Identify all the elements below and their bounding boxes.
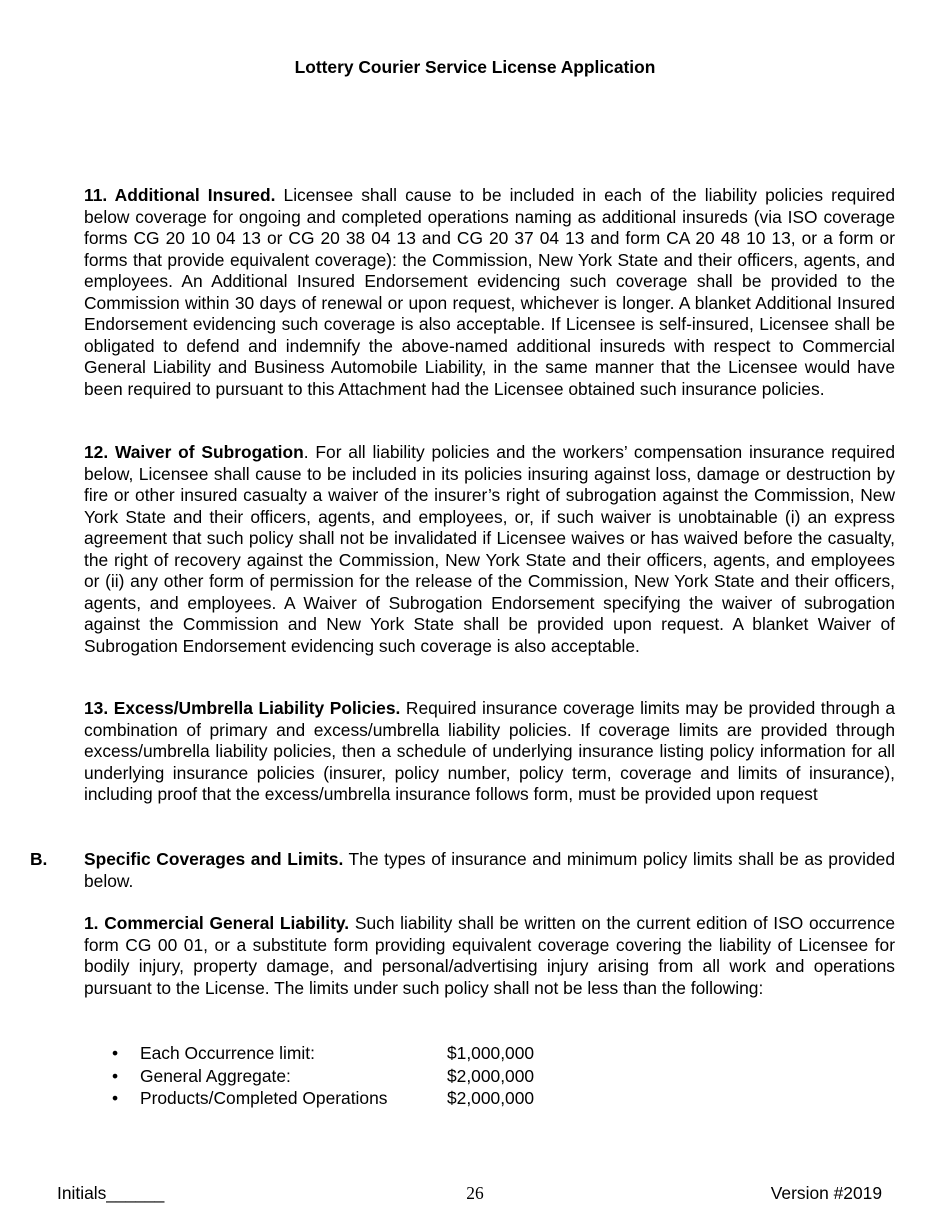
section-1-commercial-general-liability (84, 913, 895, 999)
section-letter: B. (30, 849, 48, 869)
section-heading: Specific Coverages and Limits. (84, 849, 344, 869)
limit-value: $2,000,000 (447, 1088, 535, 1109)
section-heading: 13. Excess/Umbrella Liability Policies. (84, 698, 401, 718)
limit-value: $2,000,000 (447, 1065, 535, 1086)
section-body: Such liability shall be written on the current edition of ISO occurrence form CG 00 01, or a substitute form providing equivalent coverage covering the liability of Licensee for bodily injury, property damage, and personal/advertising injury arising from all work and operations pursuant to the License. The limits under such policy shall not be less than the following: (84, 913, 895, 998)
section-13-excess-umbrella (84, 698, 895, 806)
section-body: Licensee shall cause to be included in each of the liability policies required below coverage for ongoing and completed operations naming as additional insureds (via ISO coverage forms CG 20 10 04 13 or CG 20 38 04 13 and CG 20 37 04 13 and form CA 20 48 10 13, or a form or forms that provide equivalent coverage): the Commission, New York State and their officers, agents, and employees. An Additional Insured Endorsement evidencing such coverage shall be provided to the Commission within 30 days of renewal or upon request, whichever is longer. A blanket Additional Insured Endorsement evidencing such coverage is also acceptable. If Licensee is self-insured, Licensee shall be obligated to defend and indemnify the above-named additional insureds with respect to Commercial General Liability and Business Automobile Liability, in the same manner that the Licensee would have been required to pursuant to this Attachment had the Licensee obtained such insurance policies. (84, 185, 895, 399)
limit-value: $1,000,000 (447, 1043, 535, 1063)
section-body: . For all liability policies and the workers’ compensation insurance required below, Licensee shall cause to be included in its policies insuring against loss, damage or destruction by fire or other insured casualty a waiver of the insurer’s right of subrogation against the Commission, New York State and their officers, agents, and employees, or, if such waiver is unobtainable (i) an express agreement that such policy shall not be invalidated if Licensee waives or has waived before the casualty, the right of recovery against the Commission, New York State and their officers, agents, and employees or (ii) any other form of permission for the release of the Commission, New York State and their officers, agents, and employees. A Waiver of Subrogation Endorsement specifying the waiver of subrogation against the Commission and New York State shall be provided upon request. A blanket Waiver of Subrogation Endorsement evidencing such coverage is also acceptable. (84, 442, 895, 656)
page-title: Lottery Courier Service License Application (294, 57, 656, 77)
footer-initials: Initials______ (57, 1183, 165, 1203)
section-heading: 1. Commercial General Liability. (84, 913, 350, 933)
section-11-additional-insured (84, 185, 895, 400)
bullet-icon: • (112, 1065, 119, 1086)
limit-label: Each Occurrence limit: (140, 1043, 315, 1063)
limit-label: General Aggregate: (140, 1065, 291, 1086)
section-heading: 11. Additional Insured. (84, 185, 276, 205)
bullet-icon: • (112, 1088, 119, 1109)
footer-page-number: 26 (466, 1183, 484, 1203)
footer-version: Version #2019 (770, 1183, 882, 1203)
section-12-waiver-of-subrogation (84, 442, 895, 657)
section-body: Required insurance coverage limits may be provided through a combination of primary and excess/umbrella liability policies. If coverage limits are provided through excess/umbrella liability policies, then a schedule of underlying insurance listing policy information for all underlying insurance policies (insurer, policy number, policy term, coverage and limits of insurance), including proof that the excess/umbrella insurance follows form, must be provided upon request (84, 698, 896, 804)
limit-label: Products/Completed Operations (140, 1088, 388, 1109)
section-body: The types of insurance and minimum policy limits shall be as provided below. (84, 849, 895, 891)
section-heading: 12. Waiver of Subrogation (84, 442, 304, 462)
bullet-icon: • (112, 1043, 119, 1063)
section-b-specific-coverages (30, 849, 895, 892)
